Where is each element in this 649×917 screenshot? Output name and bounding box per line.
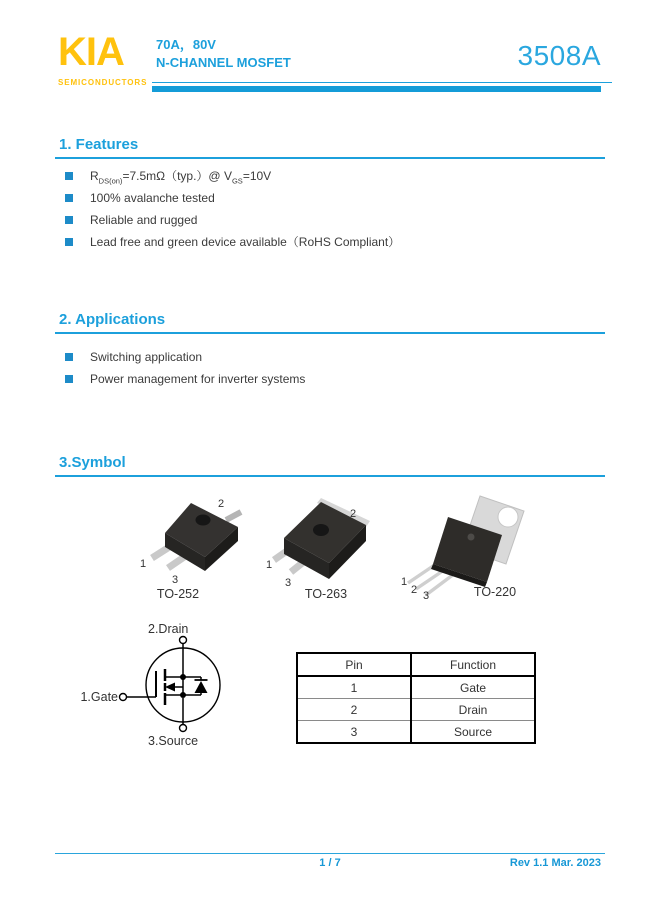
pin-number-label: 2 [411,584,418,596]
feature-text: Lead free and green device available（RoHS Compliant） [90,235,401,249]
mosfet-schematic [70,623,255,751]
function-column-header: Function [411,653,535,676]
table-row [297,699,535,721]
to220-package-image [400,490,548,602]
feature-item [55,213,605,227]
schematic-source-label: 3.Source [148,734,199,748]
feature-item [55,191,605,205]
logo-subtitle: SEMICONDUCTORS [58,78,148,87]
kia-logo: KIA [58,30,124,74]
table-row [297,721,535,744]
to220-package-figure [400,490,548,607]
features-list [55,169,605,249]
product-type: N-CHANNEL MOSFET [156,55,291,70]
drain-terminal [180,637,187,644]
bullet-icon [65,194,73,202]
application-text: Switching application [90,350,203,364]
page-number: 1 / 7 [319,857,341,869]
features-section-title: 1. Features [59,136,139,153]
function-cell: Drain [411,699,535,721]
arrow-icon [165,683,175,692]
package-images-row [128,490,649,607]
pin-column-header: Pin [297,653,411,676]
features-section-head [55,136,605,159]
to263-package-figure [264,490,394,607]
package-caption: TO-263 [304,587,348,601]
application-text: Power management for inverter systems [90,372,306,386]
applications-section-head [55,311,605,334]
feature-text: Reliable and rugged [90,213,198,227]
to263-package-image [264,490,394,602]
package-caption: TO-252 [156,587,200,601]
gate-terminal [120,694,127,701]
part-number: 3508A [517,40,601,71]
header-rule-thick [152,86,601,92]
symbol-section-head [55,454,605,477]
pin-cell: 2 [297,699,411,721]
symbol-section-title: 3.Symbol [59,454,126,471]
to252-package-image [128,490,258,602]
pin-number-label: 2 [218,498,225,510]
function-cell: Source [411,721,535,744]
pin-cell: 3 [350,724,358,739]
product-rating: 70A，80V [156,37,216,52]
pin-number-label: 2 [350,508,357,520]
pin-number-label: 1 [266,559,273,571]
page-footer [55,853,605,874]
header-rule-thin [152,82,612,83]
pin-function-table [296,652,536,744]
bullet-icon [65,216,73,224]
schematic-drain-label: 2.Drain [148,623,189,636]
diode-icon [195,681,208,693]
source-terminal [180,725,187,732]
pin-number-label: 3 [423,590,430,602]
application-item [55,350,605,364]
package-caption: TO-220 [473,585,517,599]
feature-text: 100% avalanche tested [90,191,215,205]
schematic-gate-label: 1.Gate [80,690,118,704]
pin-number-label: 1 [140,558,147,570]
feature-text: $R_{DS(on)}=7.5m\Omega(typ.)@$ $V_{GS}=10V$ [90,169,272,186]
revision-label: Rev 1.1 Mar. 2023 [509,857,601,869]
company-logo-block [58,30,158,87]
pin-number-label: 1 [401,576,408,588]
page-header [0,0,649,100]
bullet-icon [65,375,73,383]
applications-section-title: 2. Applications [59,311,166,328]
function-cell: Gate [411,676,535,699]
feature-item [55,169,605,186]
schematic-and-table-row [70,623,649,751]
pin-cell: 1 [297,676,411,699]
to252-package-figure [128,490,258,607]
pin-number-label: 3 [285,577,292,589]
product-title-block [156,36,291,72]
table-row [297,676,535,699]
application-item [55,372,605,386]
applications-list [55,350,605,386]
bullet-icon [65,238,73,246]
bullet-icon [65,353,73,361]
pin-number-label: 3 [172,574,179,586]
bullet-icon [65,172,73,180]
feature-item [55,235,605,249]
table-header-row [297,653,535,676]
